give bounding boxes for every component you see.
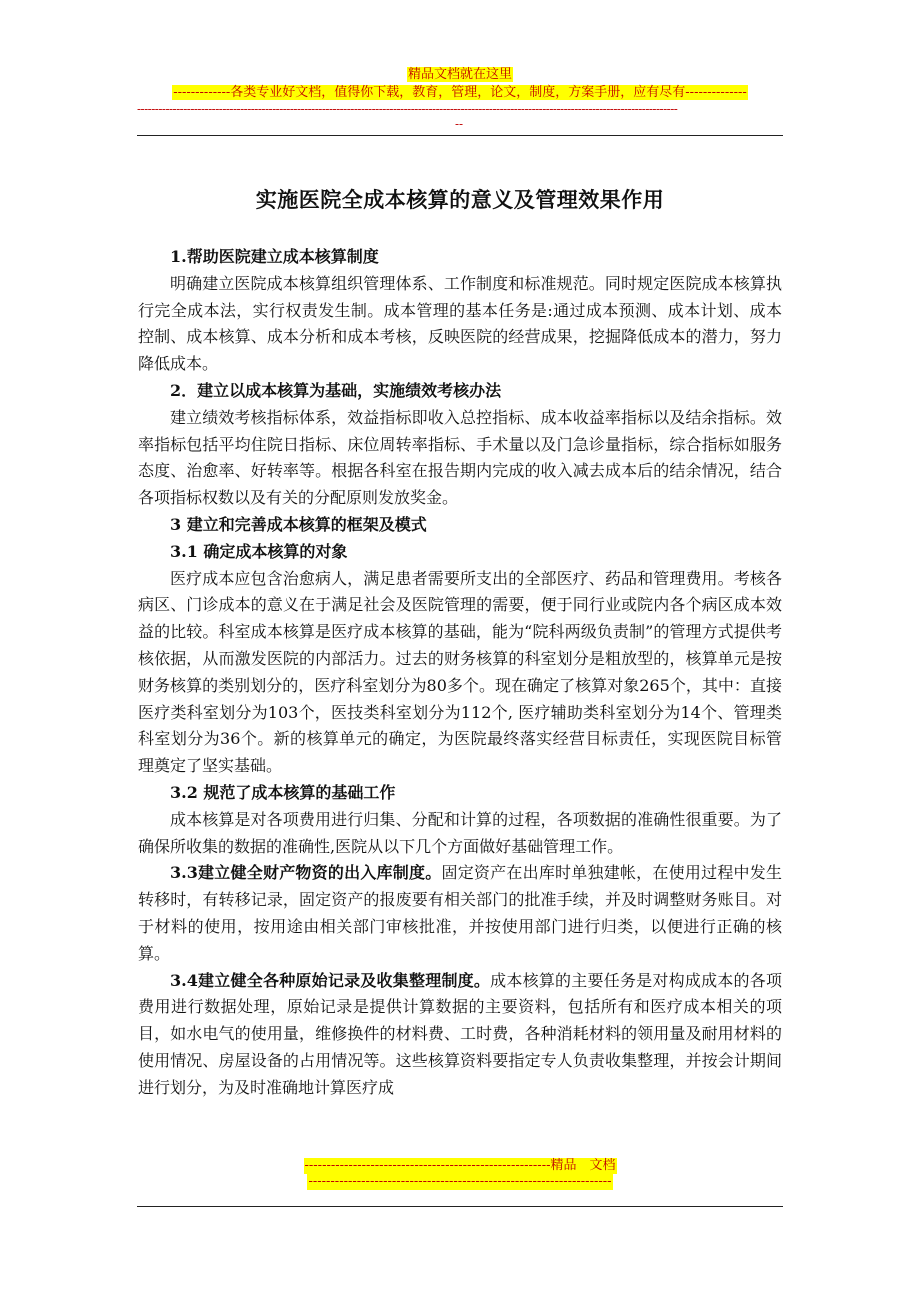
header-top-label-text: 精品文档就在这里: [407, 67, 512, 82]
footer: [0, 1158, 920, 1190]
lead-paragraph: [138, 968, 782, 1102]
header-top-label: [0, 66, 920, 83]
lead-heading: 3.3建立健全财产物资的出入库制度。: [170, 863, 442, 883]
lead-heading: 3.4建立健全各种原始记录及收集整理制度。: [170, 970, 491, 990]
paragraph: 建立绩效考核指标体系，效益指标即收入总控指标、成本收益率指标以及结余指标。效率指标包括平均住院日指标、床位周转率指标、手术量以及门急诊量指标，综合指标如服务态度、治愈率、好转率等。根据各科室在报告期内完成的收入减去成本后的结余情况，结合各项指标权数以及有关的分配原则发放奖金。: [138, 407, 782, 508]
section-heading: 3 建立和完善成本核算的框架及模式: [170, 514, 427, 534]
document-title: 实施医院全成本核算的意义及管理效果作用: [255, 187, 665, 212]
subsection-heading: 3.1 确定成本核算的对象: [170, 541, 348, 561]
footer-line-2: ---------------------------------------------------------------------: [308, 1174, 612, 1189]
paragraph: 成本核算是对各项费用进行归集、分配和计算的过程，各项数据的准确性很重要。为了确保所收集的数据的准确性,医院从以下几个方面做好基础管理工作。: [138, 809, 782, 856]
paragraph: 医疗成本应包含治愈病人，满足患者需要所支出的全部医疗、药品和管理费用。考核各病区、门诊成本的意义在于满足社会及医院管理的需要，便于同行业或院内各个病区成本效益的比较。科室成本核算是医疗成本核算的基础，能为“院科两级负责制”的管理方式提供考核依据，从而激发医院的内部活力。过去的财务核算的科室划分是粗放型的，核算单元是按财务核算的类别划分的，医疗科室划分为80多个。现在确定了核算对象265个，其中：直接医疗类科室划分为103个，医技类科室划分为112个, 医疗辅助类科室划分为14个、管理类科室划分为36个。新的核算单元的确定，为医院最终落实经营目标责任，实现医院目标管理奠定了坚实基础。: [138, 568, 782, 776]
section-heading: 1.帮助医院建立成本核算制度: [170, 247, 379, 266]
document-body: [138, 244, 782, 1102]
header-dash-line: --------------------------------------------------------------------------------------------------------------------------------------------------------: [137, 103, 678, 116]
header-dash-tail: --: [455, 117, 464, 131]
subsection-heading: 3.2 规范了成本核算的基础工作: [170, 782, 396, 802]
header-subtitle: [0, 84, 920, 101]
header-subtitle-text: -------------各类专业好文档，值得你下载，教育，管理，论文，制度，方案手册，应有尽有--------------: [173, 85, 747, 100]
lead-paragraph: [138, 860, 782, 967]
lead-text: 固定资产在出库时单独建帐，在使用过程中发生转移时，有转移记录，固定资产的报废要有相关部门的批准手续，并及时调整财务账目。对于材料的使用，按用途由相关部门审核批准，并按使用部门进行归类，以便进行正确的核算。: [138, 863, 782, 963]
footer-line-1: --------------------------------------------------------精品 文档: [304, 1158, 616, 1173]
footer-rule: [137, 1206, 783, 1207]
header-rule: [137, 135, 783, 136]
lead-text: 成本核算的主要任务是对构成成本的各项费用进行数据处理，原始记录是提供计算数据的主要资料，包括所有和医疗成本相关的项目，如水电气的使用量，维修换件的材料费、工时费，各种消耗材料的领用量及耐用材料的使用情况、房屋设备的占用情况等。这些核算资料要指定专人负责收集整理，并按会计期间进行划分，为及时准确地计算医疗成: [138, 970, 782, 1097]
section-heading: 2．建立以成本核算为基础，实施绩效考核办法: [170, 380, 502, 400]
paragraph: 明确建立医院成本核算组织管理体系、工作制度和标准规范。同时规定医院成本核算执行完全成本法，实行权责发生制。成本管理的基本任务是:通过成本预测、成本计划、成本控制、成本核算、成本分析和成本考核，反映医院的经营成果，挖掘降低成本的潜力，努力降低成本。: [138, 273, 782, 374]
